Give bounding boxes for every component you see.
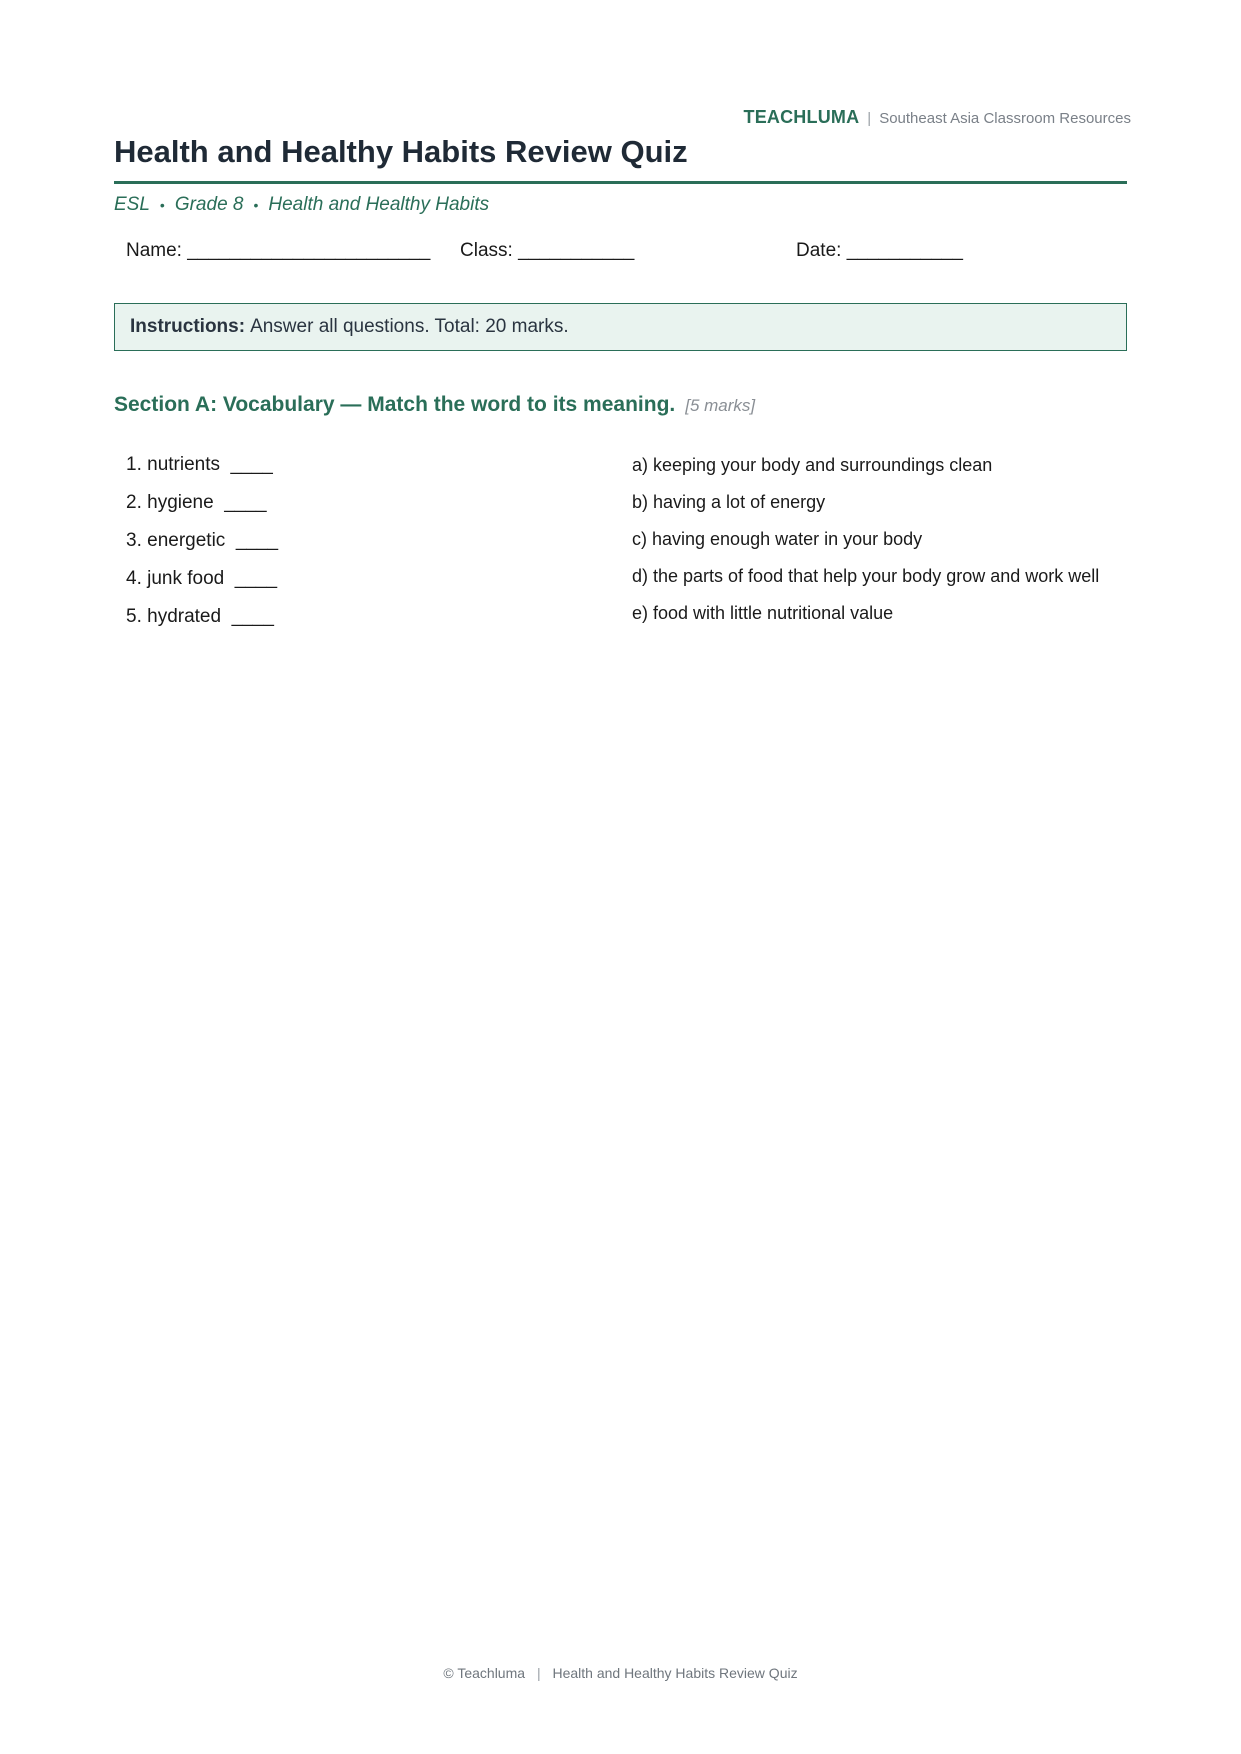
instructions-text: Answer all questions. Total: 20 marks. (250, 316, 569, 337)
meta-topic: Health and Healthy Habits (268, 194, 490, 215)
brand-header (744, 107, 1132, 128)
vocab-word-item[interactable]: 5. hydrated ____ (126, 606, 274, 627)
name-field[interactable]: Name: _______________________ (126, 240, 431, 261)
date-field[interactable]: Date: ___________ (796, 240, 963, 261)
vocab-meaning-item: a) keeping your body and surroundings clean (632, 455, 993, 475)
meta-bullet: • (159, 197, 165, 213)
meta-bullet: • (253, 197, 259, 213)
instructions-box (114, 303, 1127, 351)
vocab-meaning-item: d) the parts of food that help your body grow and work well (632, 566, 1100, 586)
vocab-word-item[interactable]: 3. energetic ____ (126, 530, 279, 551)
meta-grade: Grade 8 (174, 194, 244, 215)
brand-tagline: Southeast Asia Classroom Resources (879, 110, 1131, 127)
vocab-word-item[interactable]: 4. junk food ____ (126, 568, 278, 589)
footer-doc-title: Health and Healthy Habits Review Quiz (552, 1665, 798, 1681)
page-title: Health and Healthy Habits Review Quiz (114, 134, 688, 169)
vocab-meaning-item: b) having a lot of energy (632, 492, 826, 512)
vocab-word-item[interactable]: 1. nutrients ____ (126, 454, 273, 475)
brand-name: TEACHLUMA (743, 107, 860, 127)
section-a-marks: [5 marks] (685, 396, 756, 415)
footer-separator: | (536, 1665, 541, 1681)
footer-copyright: © Teachluma (443, 1665, 526, 1681)
vocab-meaning-item: e) food with little nutritional value (632, 603, 894, 623)
title-divider (114, 181, 1127, 184)
page-footer (0, 1665, 1241, 1681)
class-field[interactable]: Class: ___________ (460, 240, 635, 261)
instructions-label: Instructions: (130, 316, 246, 337)
meta-subject: ESL (114, 194, 150, 215)
vocab-meaning-item: c) having enough water in your body (632, 529, 923, 549)
section-a-title: Section A: Vocabulary — Match the word to its meaning. (114, 393, 676, 416)
vocab-word-item[interactable]: 2. hygiene ____ (126, 492, 267, 513)
vocabulary-word-list (126, 454, 278, 644)
vocabulary-meaning-list (632, 454, 1099, 639)
worksheet-meta (114, 194, 489, 216)
section-a-heading (114, 393, 755, 417)
brand-separator: | (867, 110, 872, 127)
